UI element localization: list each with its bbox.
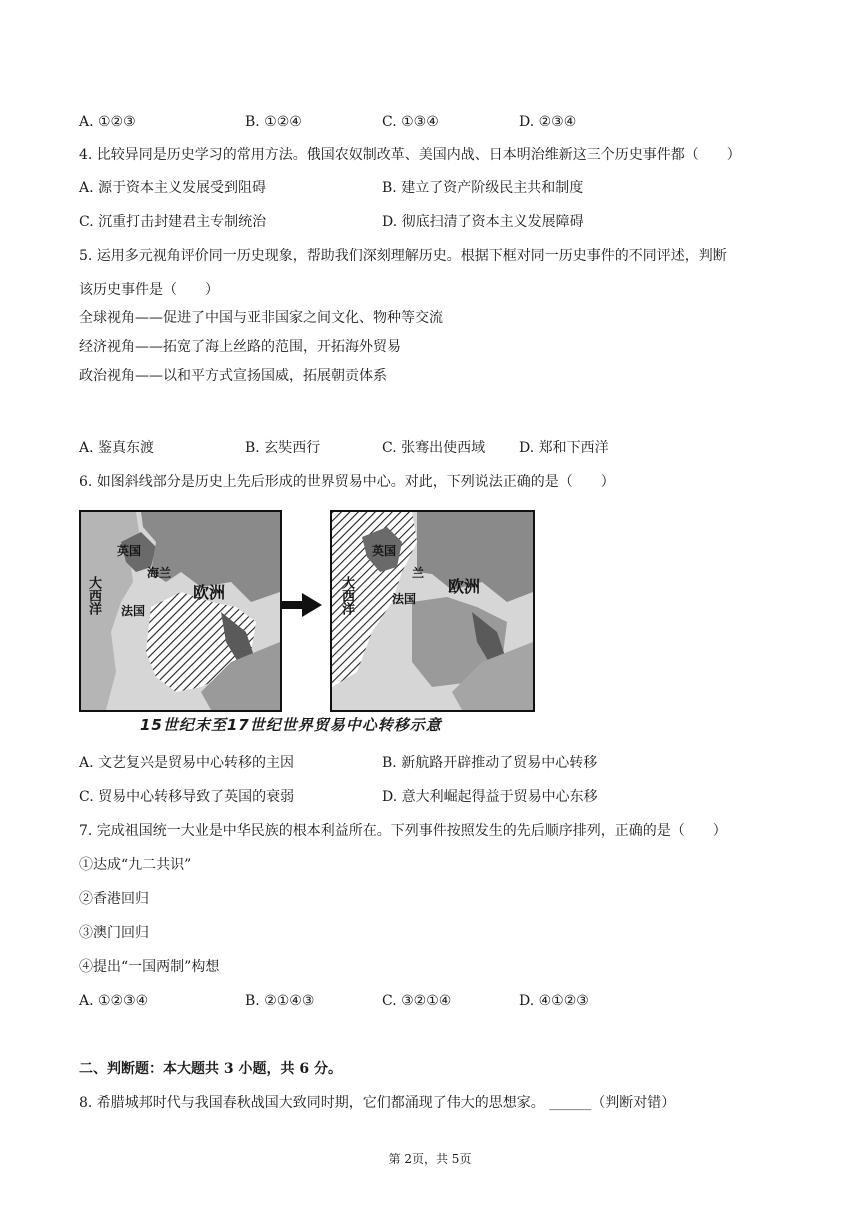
q4-option-b: B. 建立了资产阶级民主共和制度	[382, 180, 584, 196]
q3-option-c: C. ①③④	[382, 114, 439, 130]
q4-option-c: C. 沉重打击封建君主专制统治	[79, 214, 267, 230]
q3-option-b: B. ①②④	[245, 114, 302, 130]
q5-stem-line2: 该历史事件是（ ）	[79, 282, 219, 298]
q7-item-4: ④提出“一国两制”构想	[79, 959, 220, 975]
map-right-sea-label: 兰	[412, 566, 425, 580]
map-right-britain-label: 英国	[372, 544, 397, 558]
q3-option-d: D. ②③④	[519, 114, 577, 130]
q5-option-c: C. 张骞出使西域	[382, 440, 486, 456]
page-footer: 第 2页，共 5页	[388, 1152, 472, 1166]
q3-option-a: A. ①②③	[79, 114, 136, 130]
q8-stem: 8. 希腊城邦时代与我国春秋战国大致同时期，它们都涌现了伟大的思想家。 ______（判断对错）	[79, 1095, 676, 1111]
arrow-right-icon	[280, 593, 322, 617]
q5-view-global: 全球视角——促进了中国与亚非国家之间文化、物种等交流	[79, 310, 443, 326]
map-left-france-label: 法国	[121, 604, 146, 618]
map-right-graphic	[332, 512, 533, 710]
q4-option-d: D. 彻底扫清了资本主义发展障碍	[382, 214, 584, 230]
map-left-europe-label: 欧洲	[193, 583, 226, 602]
q5-view-economic: 经济视角——拓宽了海上丝路的范围，开拓海外贸易	[79, 339, 401, 355]
map-right-europe-label: 欧洲	[448, 577, 481, 596]
map-left-ocean-label: 大西洋	[86, 576, 101, 615]
q7-option-a: A. ①②③④	[79, 993, 149, 1009]
map-left-sea-label: 海兰	[147, 566, 172, 580]
q6-stem: 6. 如图斜线部分是历史上先后形成的世界贸易中心。对此，下列说法正确的是（ ）	[79, 474, 615, 490]
q7-option-b: B. ②①④③	[245, 993, 315, 1009]
q5-option-a: A. 鉴真东渡	[79, 440, 155, 456]
map-caption: 15世纪末至17世纪世界贸易中心转移示意	[140, 716, 442, 734]
section2-title: 二、判断题：本大题共 3 小题，共 6 分。	[79, 1061, 342, 1077]
q7-option-c: C. ③②①④	[382, 993, 452, 1009]
q4-option-a: A. 源于资本主义发展受到阻碍	[79, 180, 267, 196]
q6-option-b: B. 新航路开辟推动了贸易中心转移	[382, 755, 598, 771]
map-right	[330, 510, 535, 712]
map-right-france-label: 法国	[392, 592, 417, 606]
map-left-britain-label: 英国	[117, 544, 142, 558]
q7-item-1: ①达成“九二共识”	[79, 857, 192, 873]
q6-option-d: D. 意大利崛起得益于贸易中心东移	[382, 789, 598, 805]
q6-option-c: C. 贸易中心转移导致了英国的衰弱	[79, 789, 295, 805]
q5-stem-line1: 5. 运用多元视角评价同一历史现象，帮助我们深刻理解历史。根据下框对同一历史事件的不同评述，判断	[79, 248, 727, 264]
q7-stem: 7. 完成祖国统一大业是中华民族的根本利益所在。下列事件按照发生的先后顺序排列，正确的是（ ）	[79, 823, 727, 839]
map-left	[79, 510, 282, 712]
q5-option-b: B. 玄奘西行	[245, 440, 321, 456]
map-right-ocean-label: 大西洋	[339, 576, 354, 615]
q5-view-political: 政治视角——以和平方式宣扬国威，拓展朝贡体系	[79, 368, 387, 384]
q7-option-d: D. ④①②③	[519, 993, 589, 1009]
q5-option-d: D. 郑和下西洋	[519, 440, 609, 456]
map-left-graphic	[81, 512, 280, 710]
q4-stem: 4. 比较异同是历史学习的常用方法。俄国农奴制改革、美国内战、日本明治维新这三个历史事件都（ ）	[79, 147, 741, 163]
q7-item-2: ②香港回归	[79, 891, 149, 907]
q7-item-3: ③澳门回归	[79, 925, 149, 941]
q6-option-a: A. 文艺复兴是贸易中心转移的主因	[79, 755, 295, 771]
